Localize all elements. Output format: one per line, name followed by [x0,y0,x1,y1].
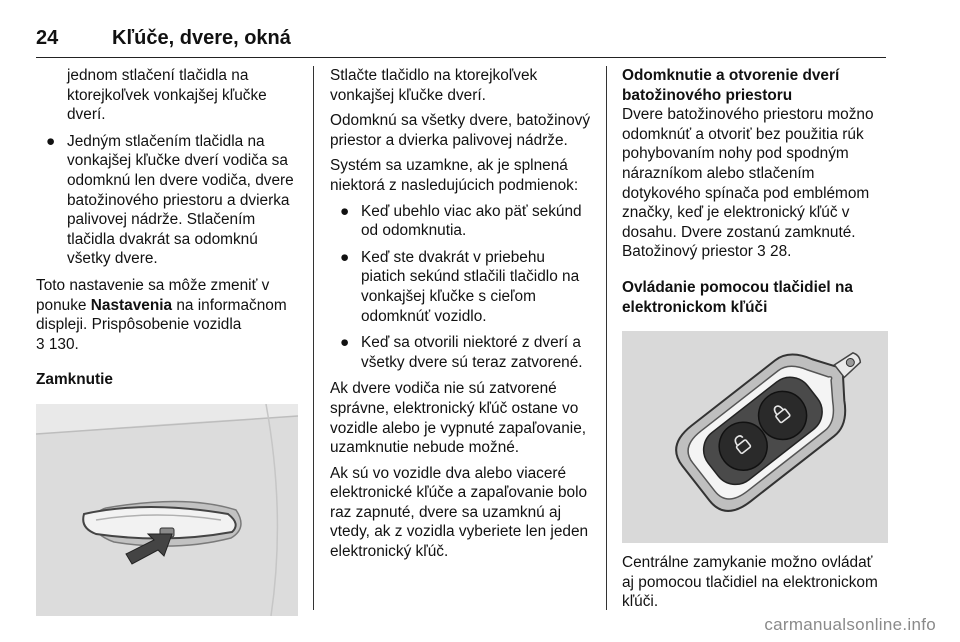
column-divider [606,66,607,610]
paragraph: Ak dvere vodiča nie sú zatvorené správne, elektronický kľúč ostane vo vozidle alebo je vypnuté zapaľovanie, uzamknutie nebude možné. [330,380,587,457]
column-right [622,66,888,618]
bullet-dot: ● [340,334,350,352]
bullet-item [330,202,592,241]
column-divider [313,66,314,610]
paragraph: Centrálne zamykanie možno ovládať aj pomocou tlačidiel na elektronickom kľúči. [622,554,878,611]
section-heading: Zamknutie [36,371,113,389]
paragraph: Toto nastavenie sa môže zmeniť v ponuke Nastavenia na informačnom displeji. Prispôsobenie vozidla 3 130. [36,276,287,353]
bullet-text: Keď ste dvakrát v priebehu piatich sekúnd stlačili tlačidlo na vonkajšej kľučke s cieľom odomknúť vozidlo. [361,248,580,325]
bullet-text: Jedným stlačením tlačidla na vonkajšej kľučke dverí vodiča sa odomknú len dvere vodiča, dvere batožinového priestoru a dvierka palivovej nádrže. Stlačením tlačidla dvakrát sa odomknú všetky dvere. [67,132,294,268]
section-heading: Odomknutie a otvorenie dverí batožinového priestoru [622,67,840,104]
column-left [36,66,302,616]
paragraph: Stlačte tlačidlo na ktorejkoľvek vonkajšej kľučke dverí. [330,67,538,104]
bullet-continuation: jednom stlačení tlačidla na ktorejkoľvek vonkajšej kľučke dverí. [67,67,267,124]
bullet-dot: ● [340,202,350,220]
bullet-dot: ● [46,132,56,150]
paragraph: Dvere batožinového priestoru možno odomknúť a otvoriť bez použitia rúk pohybovaním nohy pod spodným nárazníkom alebo stlačením dotykového spínača pod emblémom značky, keď je elektronický kľúč v dosahu. Dvere zostanú zamknuté. Batožinový priestor 3 28. [622,106,874,261]
watermark[interactable]: carmanualsonline.info [764,615,936,634]
chapter-title: Kľúče, dvere, okná [112,27,291,49]
page-header [36,24,886,58]
page-number: 24 [36,27,59,49]
page-reference[interactable]: 3 28. [757,243,792,261]
door-handle-illustration [36,404,298,616]
column-middle [330,66,592,568]
page-reference[interactable]: 3 130. [36,335,79,353]
bullet-item [330,333,592,372]
paragraph: Ak sú vo vozidle dva alebo viaceré elektronické kľúče a zapaľovanie bolo raz zapnuté, dvere sa uzamknú aj vtedy, ak z vozidla vyberiete len jeden elektronický kľúč. [330,464,589,561]
bullet-text: Keď ubehlo viac ako päť sekúnd od odomknutia. [361,202,582,240]
paragraph: Odomknú sa všetky dvere, batožinový priestor a dvierka palivovej nádrže. [330,112,591,149]
electronic-key-illustration [622,331,888,543]
section-heading: Ovládanie pomocou tlačidiel na elektronickom kľúči [622,278,853,316]
menu-name: Nastavenia [90,296,173,314]
bullet-dot: ● [340,248,350,266]
bullet-item [330,248,592,326]
bullet-text: Keď sa otvorili niektoré z dverí a všetky dvere sú teraz zatvorené. [361,334,583,371]
paragraph: Systém sa uzamkne, ak je splnená niektorá z nasledujúcich podmienok: [330,157,579,194]
bullet-item [36,132,302,269]
